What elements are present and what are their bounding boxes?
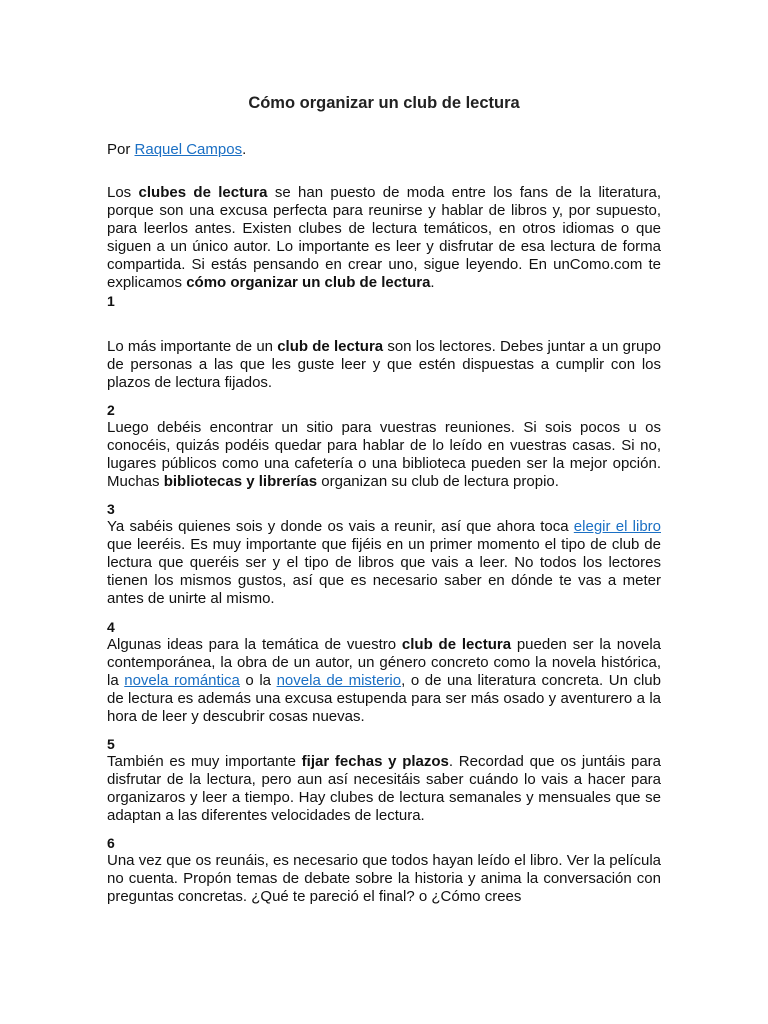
step-text: Ya sabéis quienes sois y donde os vais a reunir, así que ahora toca <box>107 518 574 535</box>
step-text: son los lectores. Debes juntar a un grupo de personas a las que les guste leer y que estén dispuestas a cumplir con los plazos de lectura fijados. <box>107 338 661 391</box>
step-text: También es muy importante <box>107 753 302 770</box>
novela-romantica-link[interactable]: novela romántica <box>124 672 240 689</box>
step-number: 1 <box>107 293 115 309</box>
intro-text: . <box>430 274 435 291</box>
step-number: 2 <box>107 402 115 418</box>
step-number: 3 <box>107 501 115 517</box>
step-number: 5 <box>107 736 115 752</box>
step-paragraph <box>107 419 661 491</box>
step-paragraph <box>107 852 661 906</box>
step-paragraph <box>107 338 661 392</box>
step-text: Algunas ideas para la temática de vuestro <box>107 636 402 653</box>
author-link[interactable]: Raquel Campos <box>134 141 243 158</box>
step-text: , o de una literatura concreta. Un club de lectura es además una excusa estupenda para ser más osado y aventurero a la hora de leer y descubrir cosas nuevas. <box>107 672 661 725</box>
page-title: Cómo organizar un club de lectura <box>248 94 520 112</box>
step-paragraph <box>107 518 661 608</box>
step-paragraph <box>107 636 661 726</box>
intro-bold: clubes de lectura <box>138 184 268 201</box>
step-text: . Recordad que os juntáis para disfrutar de la lectura, pero aun así necesitáis saber cuándo lo vais a hacer para organizaros y leer a tiempo. Hay clubes de lectura semanales y mensuales que se adaptan a las diferentes velocidades de lectura. <box>107 753 662 824</box>
intro-bold: cómo organizar un club de lectura <box>186 274 431 291</box>
byline-suffix: . <box>242 141 247 158</box>
step-text: o la <box>239 672 277 689</box>
step-text: Una vez que os reunáis, es necesario que todos hayan leído el libro. Ver la película no cuenta. Propón temas de debate sobre la historia y anima la conversación con preguntas concretas. ¿Qué te pareció el final? o ¿Cómo crees <box>107 852 661 905</box>
step-bold: club de lectura <box>401 636 512 653</box>
step-text: Lo más importante de un <box>107 338 278 355</box>
intro-paragraph <box>107 184 661 292</box>
step-bold: fijar fechas y plazos <box>301 753 449 770</box>
step-text: que leeréis. Es muy importante que fijéis en un primer momento el tipo de club de lectura que queréis ser y el tipo de libros que vais a leer. No todos los lectores tienen los mismos gustos, así que es necesario saber en dónde te vas a meter antes de unirte al mismo. <box>107 536 661 607</box>
novela-misterio-link[interactable]: novela de misterio <box>276 672 402 689</box>
step-text: organizan su club de lectura propio. <box>317 473 559 490</box>
intro-text: se han puesto de moda entre los fans de la literatura, porque son una excusa perfecta para reunirse y hablar de libros y, por supuesto, para leerlos antes. Existen clubes de lectura temáticos, en otros idiomas o que siguen a un único autor. Lo importante es leer y disfrutar de esa lectura de forma compartida. Si estás pensando en crear uno, sigue leyendo. En unComo.com te explicamos <box>107 184 662 291</box>
byline <box>107 141 246 159</box>
byline-prefix: Por <box>107 141 135 158</box>
elegir-libro-link[interactable]: elegir el libro <box>573 518 661 535</box>
step-number: 4 <box>107 619 115 635</box>
step-number: 6 <box>107 835 115 851</box>
step-bold: bibliotecas y librerías <box>163 473 318 490</box>
step-text: pueden ser la novela contemporánea, la obra de un autor, un género concreto como la novela histórica, la <box>107 636 662 689</box>
step-bold: club de lectura <box>277 338 384 355</box>
intro-text: Los <box>107 184 139 201</box>
step-paragraph <box>107 753 661 825</box>
step-text: Luego debéis encontrar un sitio para vuestras reuniones. Si sois pocos u os conocéis, quizás podéis quedar para hablar de lo leído en vuestras casas. Si no, lugares públicos como una cafetería o una biblioteca pueden ser la mejor opción. Muchas <box>107 419 661 490</box>
